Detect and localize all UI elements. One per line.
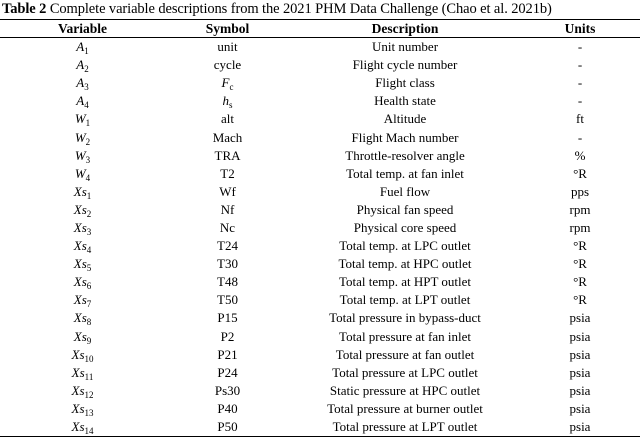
cell-units: pps bbox=[570, 183, 590, 199]
cell-variable bbox=[0, 255, 165, 273]
cell-description: Health state bbox=[374, 93, 436, 109]
table-body bbox=[0, 38, 640, 437]
cell-symbol: P24 bbox=[217, 364, 238, 380]
table-row bbox=[0, 92, 640, 110]
table-row bbox=[0, 147, 640, 165]
cell-variable bbox=[0, 128, 165, 146]
table-row bbox=[0, 219, 640, 237]
cell-variable bbox=[0, 92, 165, 110]
variable-subscript: 4 bbox=[86, 245, 92, 256]
variable-base: Xs bbox=[71, 346, 85, 362]
header-symbol: Symbol bbox=[165, 20, 290, 38]
variable-subscript: 11 bbox=[84, 371, 94, 382]
cell-variable bbox=[0, 418, 165, 437]
cell-units: psia bbox=[569, 400, 591, 416]
variable-subscript: 3 bbox=[86, 226, 92, 237]
table-row bbox=[0, 74, 640, 92]
table-row bbox=[0, 237, 640, 255]
cell-symbol: P2 bbox=[220, 328, 235, 344]
cell-units: psia bbox=[569, 382, 591, 398]
variable-subscript: 6 bbox=[86, 281, 92, 292]
cell-variable bbox=[0, 273, 165, 291]
variable-base: Xs bbox=[73, 201, 87, 217]
variable-base: Xs bbox=[73, 328, 87, 344]
variable-subscript: 8 bbox=[86, 317, 92, 328]
cell-description: Total temp. at HPC outlet bbox=[338, 256, 472, 272]
cell-units: psia bbox=[520, 418, 640, 437]
variable-base: W bbox=[74, 147, 86, 163]
table-row bbox=[0, 255, 640, 273]
symbol-base: F bbox=[221, 75, 230, 91]
cell-variable bbox=[0, 309, 165, 327]
cell-variable bbox=[0, 110, 165, 128]
table-row bbox=[0, 38, 640, 57]
variable-subscript: 2 bbox=[86, 208, 92, 219]
variable-base: Xs bbox=[71, 400, 85, 416]
variable-subscript: 4 bbox=[85, 172, 91, 183]
variable-base: Xs bbox=[73, 274, 87, 290]
table-row bbox=[0, 56, 640, 74]
variable-table bbox=[0, 19, 640, 437]
variable-base: A bbox=[76, 57, 85, 73]
table-row bbox=[0, 400, 640, 418]
table-row bbox=[0, 291, 640, 309]
variable-subscript: 14 bbox=[84, 426, 94, 437]
cell-symbol: T24 bbox=[217, 238, 238, 254]
header-row bbox=[0, 20, 640, 38]
table-row bbox=[0, 346, 640, 364]
table-row bbox=[0, 382, 640, 400]
cell-symbol: T48 bbox=[217, 274, 238, 290]
cell-variable bbox=[0, 346, 165, 364]
variable-subscript: 12 bbox=[84, 389, 94, 400]
symbol-subscript: c bbox=[229, 82, 234, 93]
cell-variable bbox=[0, 165, 165, 183]
cell-description: Altitude bbox=[383, 111, 427, 127]
variable-base: Xs bbox=[73, 256, 87, 272]
variable-base: W bbox=[74, 129, 86, 145]
symbol-subscript: s bbox=[228, 100, 233, 111]
cell-symbol: cycle bbox=[213, 57, 242, 73]
variable-base: Xs bbox=[71, 364, 85, 380]
cell-variable bbox=[0, 364, 165, 382]
variable-subscript: 1 bbox=[84, 46, 89, 57]
variable-subscript: 1 bbox=[86, 190, 92, 201]
cell-description: Total pressure at burner outlet bbox=[327, 400, 483, 416]
symbol-base: h bbox=[222, 93, 229, 109]
variable-subscript: 2 bbox=[85, 136, 91, 147]
cell-symbol: Nc bbox=[219, 219, 236, 235]
variable-base: Xs bbox=[73, 292, 87, 308]
cell-description: Fuel flow bbox=[379, 183, 431, 199]
variable-subscript: 3 bbox=[85, 154, 91, 165]
cell-units: - bbox=[577, 129, 583, 145]
cell-symbol: Nf bbox=[220, 201, 235, 217]
cell-symbol: P40 bbox=[217, 400, 238, 416]
variable-subscript: 1 bbox=[85, 118, 91, 129]
cell-units: rpm bbox=[569, 201, 591, 217]
variable-subscript: 2 bbox=[84, 64, 89, 75]
cell-units: % bbox=[574, 147, 586, 163]
cell-variable bbox=[0, 56, 165, 74]
cell-units: ft bbox=[576, 111, 584, 127]
table-row bbox=[0, 128, 640, 146]
cell-variable bbox=[0, 183, 165, 201]
cell-units: psia bbox=[569, 328, 591, 344]
caption-label: Table 2 bbox=[2, 1, 47, 17]
cell-description: Flight cycle number bbox=[352, 57, 458, 73]
cell-description: Total temp. at fan inlet bbox=[346, 165, 464, 181]
table-row bbox=[0, 201, 640, 219]
variable-subscript: 10 bbox=[84, 353, 94, 364]
cell-units: °R bbox=[573, 256, 587, 272]
cell-description: Total temp. at HPT outlet bbox=[338, 274, 472, 290]
cell-symbol bbox=[165, 92, 290, 110]
variable-base: Xs bbox=[73, 183, 87, 199]
cell-units: rpm bbox=[569, 219, 591, 235]
cell-symbol: T2 bbox=[220, 165, 235, 181]
cell-units: - bbox=[577, 39, 583, 55]
cell-symbol: Ps30 bbox=[214, 382, 241, 398]
cell-variable bbox=[0, 201, 165, 219]
cell-variable bbox=[0, 328, 165, 346]
cell-units: - bbox=[577, 93, 583, 109]
caption-text: Complete variable descriptions from the 2021 PHM Data Challenge (Chao et al. 2021b) bbox=[49, 1, 552, 17]
cell-variable bbox=[0, 38, 165, 57]
cell-symbol: Mach bbox=[212, 129, 243, 145]
cell-variable bbox=[0, 291, 165, 309]
cell-symbol: T30 bbox=[217, 256, 238, 272]
cell-description: Total temp. at LPC outlet bbox=[339, 238, 471, 254]
cell-variable bbox=[0, 382, 165, 400]
variable-subscript: 7 bbox=[86, 299, 92, 310]
variable-base: W bbox=[74, 111, 86, 127]
cell-symbol: alt bbox=[221, 111, 234, 127]
cell-symbol: P15 bbox=[217, 310, 238, 326]
variable-subscript: 5 bbox=[86, 263, 92, 274]
cell-description: Static pressure at HPC outlet bbox=[329, 382, 481, 398]
cell-description: Flight class bbox=[375, 75, 435, 91]
cell-variable bbox=[0, 147, 165, 165]
cell-units: psia bbox=[569, 310, 591, 326]
cell-units: - bbox=[577, 57, 583, 73]
cell-symbol: unit bbox=[217, 39, 238, 55]
table-row bbox=[0, 273, 640, 291]
cell-symbol bbox=[165, 74, 290, 92]
cell-description: Total temp. at LPT outlet bbox=[339, 292, 471, 308]
header-units: Units bbox=[520, 20, 640, 38]
cell-units: °R bbox=[573, 238, 587, 254]
variable-base: A bbox=[76, 75, 85, 91]
cell-symbol: Wf bbox=[219, 183, 236, 199]
table-row bbox=[0, 165, 640, 183]
cell-symbol: P50 bbox=[165, 418, 290, 437]
table-caption bbox=[2, 0, 640, 18]
table-row bbox=[0, 110, 640, 128]
cell-description: Flight Mach number bbox=[351, 129, 459, 145]
header-description: Description bbox=[290, 20, 520, 38]
cell-variable bbox=[0, 219, 165, 237]
table-row bbox=[0, 183, 640, 201]
header-variable: Variable bbox=[0, 20, 165, 38]
cell-description: Total pressure in bypass-duct bbox=[329, 310, 481, 326]
cell-description: Total pressure at LPT outlet bbox=[290, 418, 520, 437]
variable-base: Xs bbox=[71, 382, 85, 398]
cell-units: psia bbox=[569, 346, 591, 362]
variable-subscript: 9 bbox=[86, 335, 92, 346]
cell-description: Physical core speed bbox=[353, 219, 457, 235]
cell-description: Unit number bbox=[371, 39, 439, 55]
table-row bbox=[0, 364, 640, 382]
cell-description: Total pressure at fan outlet bbox=[335, 346, 475, 362]
variable-subscript: 3 bbox=[84, 82, 89, 93]
cell-description: Physical fan speed bbox=[356, 201, 454, 217]
variable-subscript: 4 bbox=[84, 100, 89, 111]
cell-variable bbox=[0, 237, 165, 255]
cell-units: - bbox=[577, 75, 583, 91]
table-row bbox=[0, 328, 640, 346]
variable-subscript: 13 bbox=[84, 407, 94, 418]
cell-symbol: P21 bbox=[217, 346, 238, 362]
variable-base: A bbox=[76, 39, 85, 55]
cell-description: Total pressure at fan inlet bbox=[339, 328, 471, 344]
cell-description: Throttle-resolver angle bbox=[345, 147, 465, 163]
cell-variable bbox=[0, 400, 165, 418]
cell-symbol: TRA bbox=[214, 147, 241, 163]
cell-units: °R bbox=[573, 165, 587, 181]
cell-units: psia bbox=[569, 364, 591, 380]
cell-units: °R bbox=[573, 274, 587, 290]
cell-units: °R bbox=[573, 292, 587, 308]
cell-description: Total pressure at LPC outlet bbox=[332, 364, 478, 380]
variable-base: Xs bbox=[73, 238, 87, 254]
table-row bbox=[0, 309, 640, 327]
cell-variable bbox=[0, 74, 165, 92]
table-row bbox=[0, 418, 640, 437]
cell-symbol: T50 bbox=[217, 292, 238, 308]
variable-base: W bbox=[74, 165, 86, 181]
variable-base: Xs bbox=[73, 219, 87, 235]
variable-base: A bbox=[76, 93, 85, 109]
variable-base: Xs bbox=[71, 419, 85, 435]
variable-base: Xs bbox=[73, 310, 87, 326]
